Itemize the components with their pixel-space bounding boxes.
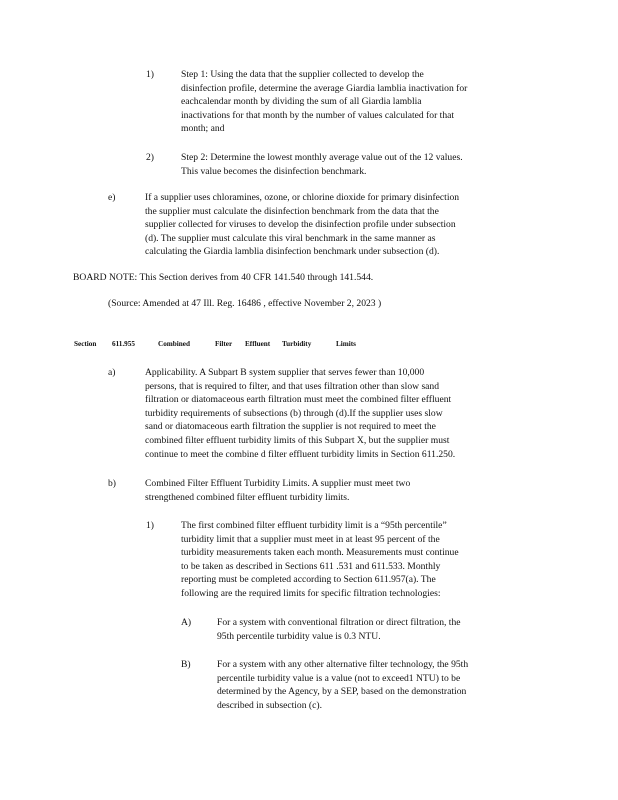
board-note: BOARD NOTE: This Section derives from 40 CFR 141.540 through 141.544.: [73, 272, 374, 283]
text-line: disinfection profile, determine the average Giardia lamblia inactivation for: [181, 82, 468, 94]
text-line: turbidity limit that a supplier must meet in at least 95 percent of the: [181, 533, 440, 545]
heading-word: 611.955: [112, 340, 135, 348]
step2-label: 2): [146, 152, 154, 163]
text-line: filtration or diatomaceous earth filtration must meet the combined filter effluent: [145, 394, 452, 406]
text-line: For a system with any other alternative filter technology, the 95th: [217, 659, 469, 670]
subsection-b-label: b): [108, 478, 116, 489]
subsection-e-text: [145, 191, 533, 259]
text-line: Combined Filter Effluent Turbidity Limits. A supplier must meet two: [145, 478, 411, 489]
subsection-e-label: e): [108, 192, 116, 203]
text-line: turbidity requirements of subsections (b) through (d).If the supplier uses slow: [145, 407, 443, 419]
section-heading: [74, 338, 356, 352]
subsection-b-text: [145, 477, 488, 504]
text-line: the supplier must calculate the disinfection benchmark from the data that the: [145, 205, 439, 217]
step1-text: [181, 68, 539, 136]
heading-word: Combined: [158, 340, 190, 348]
text-line: continue to meet the combine d filter effluent turbidity limits in Section 611.250.: [145, 448, 456, 460]
subsection-b1A-label: A): [181, 617, 192, 628]
text-line: reporting must be completed according to Section 611.957(a). The: [181, 574, 436, 586]
text-line: calculating the Giardia lamblia disinfection benchmark under subsection (d).: [145, 246, 440, 258]
subsection-b1A-text: [217, 616, 522, 643]
text-line: to be taken as described in Sections 611 .531 and 611.533. Monthly: [181, 560, 441, 572]
text-line: Step 2: Determine the lowest monthly average value out of the 12 values.: [181, 152, 463, 163]
step2-text: [181, 151, 533, 178]
text-line: persons, that is required to filter, and that uses filtration other than slow sand: [145, 380, 440, 392]
text-line: Step 1: Using the data that the supplier collected to develop the: [181, 69, 424, 80]
text-line: For a system with conventional filtration or direct filtration, the: [217, 617, 461, 628]
text-line: The first combined filter effluent turbidity limit is a “95th percentile”: [181, 520, 447, 531]
subsection-b1-label: 1): [146, 520, 154, 531]
text-line: sand or diatomaceous earth filtration the supplier is not required to meet the: [145, 421, 436, 433]
text-line: month; and: [181, 123, 225, 135]
text-line: following are the required limits for specific filtration technologies:: [181, 587, 441, 599]
text-line: This value becomes the disinfection benchmark.: [181, 165, 367, 177]
text-line: percentile turbidity value is a value (not to exceed1 NTU) to be: [217, 672, 461, 684]
text-line: combined filter effluent turbidity limits of this Subpart X, but the supplier must: [145, 434, 450, 446]
heading-word: Section: [74, 340, 97, 348]
text-line: (d). The supplier must calculate this viral benchmark in the same manner as: [145, 232, 436, 244]
subsection-b1B-label: B): [181, 659, 191, 670]
subsection-b1-text: [181, 519, 527, 601]
subsection-a-label: a): [108, 367, 116, 378]
text-line: inactivations for that month by the number of values calculated for that: [181, 109, 455, 121]
text-line: eachcalendar month by dividing the sum of all Giardia lamblia: [181, 96, 422, 108]
heading-word: Effluent: [245, 340, 271, 348]
subsection-b1B-text: [217, 658, 531, 712]
heading-word: Limits: [336, 340, 356, 348]
text-line: determined by the Agency, by a SEP, based on the demonstration: [217, 686, 467, 698]
text-line: 95th percentile turbidity value is 0.3 NTU.: [217, 630, 381, 642]
text-line: supplier collected for viruses to develop the disinfection profile under subsection: [145, 219, 456, 231]
text-line: turbidity measurements taken each month. Measurements must continue: [181, 547, 459, 559]
text-line: strengthened combined filter effluent turbidity limits.: [145, 491, 350, 503]
text-line: described in subsection (c).: [217, 699, 322, 711]
heading-word: Turbidity: [282, 340, 312, 348]
text-line: If a supplier uses chloramines, ozone, or chlorine dioxide for primary disinfection: [145, 192, 460, 203]
text-line: Applicability. A Subpart B system supplier that serves fewer than 10,000: [145, 367, 425, 378]
step1-label: 1): [146, 69, 154, 80]
heading-word: Filter: [215, 340, 233, 348]
source-note: (Source: Amended at 47 Ill. Reg. 16486 , effective November 2, 2023 ): [108, 298, 382, 309]
subsection-a-text: [145, 366, 528, 461]
